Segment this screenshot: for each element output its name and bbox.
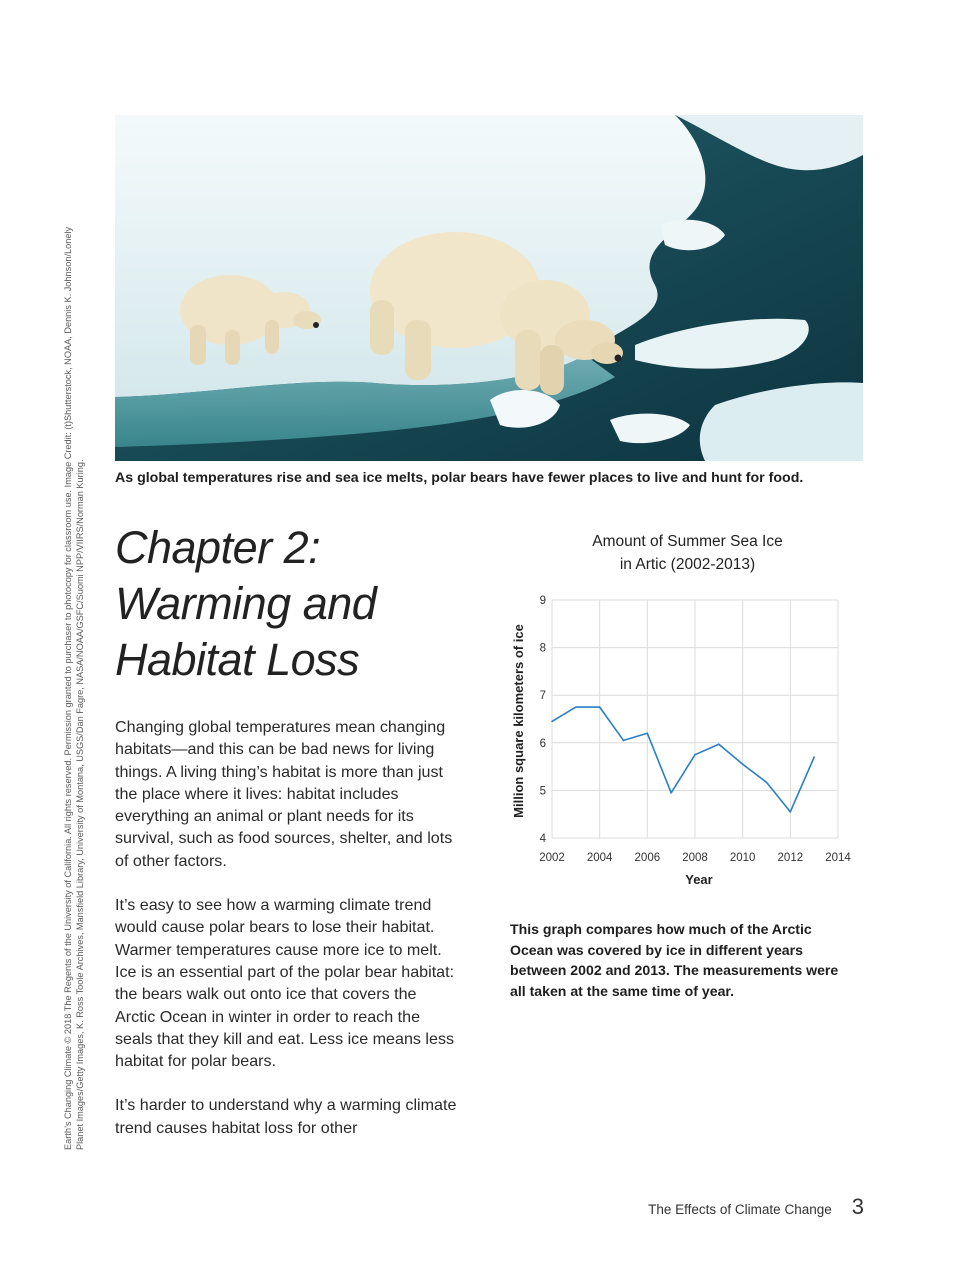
footer-label: The Effects of Climate Change bbox=[648, 1202, 832, 1217]
polar-bears-illustration bbox=[115, 115, 863, 461]
series-line bbox=[552, 707, 814, 812]
sea-ice-chart bbox=[505, 525, 865, 895]
data-point bbox=[551, 721, 553, 723]
data-point bbox=[742, 763, 744, 765]
x-axis-label: Year bbox=[685, 872, 713, 887]
paragraph: It’s harder to understand why a warming climate trend causes habitat loss for other bbox=[115, 1096, 457, 1137]
credit-line-2: Planet Images/Getty Images, K. Ross Toole Archives, Mansfield Library, University of Montana, USGS/Dan Fagre, NASA/NOAA/GSFC/Suomi NPP/VIIRS/Norman Kuring. bbox=[75, 459, 85, 1150]
page-footer bbox=[648, 1194, 864, 1220]
chart-title-line: Amount of Summer Sea Ice bbox=[592, 533, 783, 550]
chapter-title-line: Chapter 2: bbox=[115, 522, 321, 573]
data-point bbox=[575, 706, 577, 708]
data-point bbox=[790, 811, 792, 813]
chapter-title-line: Warming and bbox=[115, 578, 377, 629]
y-tick-label: 5 bbox=[539, 785, 546, 798]
paragraph: It’s easy to see how a warming climate trend would cause polar bears to lose their habitat. Warmer temperatures cause more ice to melt. Ice is an essential part of the polar bear habitat: the bears walk out onto ice that covers the Arctic Ocean in winter in order to reach the seals that they kill and eat. Less ice means less habitat for polar bears. bbox=[115, 896, 455, 1071]
paragraph: Changing global temperatures mean changing habitats—and this can be bad news for living things. A living thing’s habitat is more than just the place where it lives: habitat includes everything an animal or plant needs for its survival, such as food sources, shelter, and lots of other factors. bbox=[115, 718, 453, 870]
y-tick-label: 7 bbox=[539, 690, 546, 703]
credit-line-1: Earth’s Changing Climate © 2018 The Regents of the University of California. All rights reserved. Permission granted to purchaser to photocopy for classroom use. Image Credit: (t)Shutterstock, NOAA, Dennis K. Johnson/Lonely bbox=[63, 226, 73, 1150]
page-number: 3 bbox=[851, 1194, 864, 1219]
x-tick-label: 2006 bbox=[634, 852, 661, 864]
y-axis-label: Million square kilometers of ice bbox=[511, 624, 526, 818]
y-tick-label: 9 bbox=[539, 595, 546, 607]
data-point bbox=[647, 732, 649, 734]
data-point bbox=[718, 743, 720, 745]
y-tick-label: 6 bbox=[539, 737, 546, 750]
x-tick-label: 2010 bbox=[729, 852, 756, 864]
chart-caption: This graph compares how much of the Arctic Ocean was covered by ice in different years between 2002 and 2013. The measurements were all taken at the same time of year. bbox=[510, 921, 839, 999]
body-text bbox=[115, 716, 460, 1161]
image-credit bbox=[62, 130, 86, 1150]
x-tick-label: 2012 bbox=[777, 852, 804, 864]
x-tick-label: 2004 bbox=[586, 852, 613, 864]
data-point bbox=[623, 740, 625, 742]
data-point bbox=[766, 782, 768, 784]
x-tick-label: 2002 bbox=[539, 852, 565, 864]
data-point bbox=[813, 756, 815, 758]
x-tick-label: 2008 bbox=[682, 852, 708, 864]
data-point bbox=[599, 706, 601, 708]
polar-bears-photo bbox=[115, 115, 863, 461]
y-tick-label: 8 bbox=[539, 642, 546, 655]
photo-caption: As global temperatures rise and sea ice melts, polar bears have fewer places to live and hunt for food. bbox=[115, 470, 804, 486]
chapter-title bbox=[115, 520, 475, 688]
data-point bbox=[670, 792, 672, 794]
x-tick-label: 2014 bbox=[825, 852, 851, 864]
chart-plot bbox=[505, 525, 865, 895]
y-tick-label: 4 bbox=[539, 833, 546, 845]
chapter-title-line: Habitat Loss bbox=[115, 634, 360, 685]
chart-title-line: in Artic (2002-2013) bbox=[619, 556, 756, 573]
data-point bbox=[694, 754, 696, 756]
